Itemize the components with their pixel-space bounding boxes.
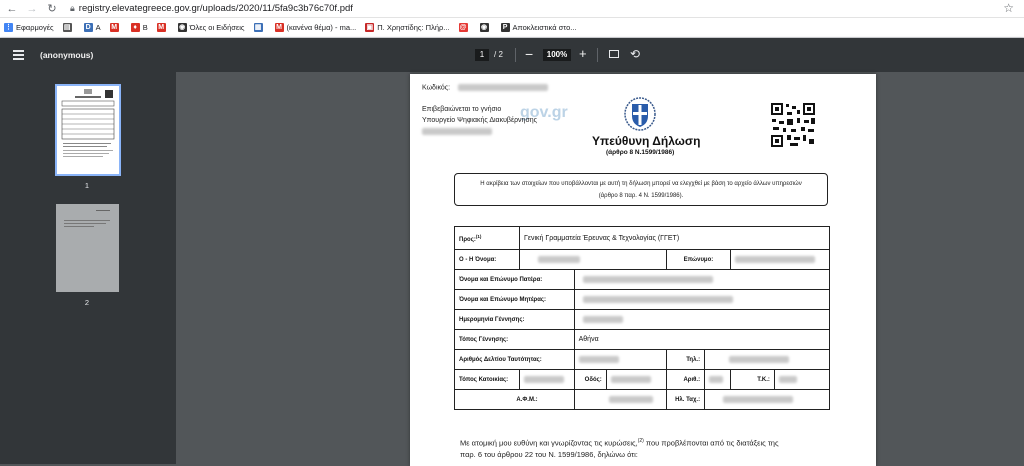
apps-icon: ⋮	[5, 24, 12, 31]
reload-icon[interactable]: ↻	[47, 3, 57, 15]
gmail-icon: M	[158, 24, 165, 31]
zoom-in-button[interactable]: +	[579, 46, 587, 61]
rotate-icon[interactable]: ⟲	[630, 47, 641, 61]
greek-emblem-icon	[623, 96, 657, 132]
redacted-code	[458, 84, 548, 91]
bookmark-item[interactable]	[254, 23, 266, 32]
first-name-value	[520, 250, 667, 270]
bookmark-item[interactable]	[84, 23, 101, 32]
document-subheading: (άρθρο 8 Ν.1599/1986)	[606, 149, 675, 156]
bookmark-label: Όλες οι Ειδήσεις	[189, 23, 245, 32]
globe-icon: ◉	[480, 24, 488, 31]
notice-box	[454, 173, 828, 206]
birthplace-value: Αθήνα	[574, 330, 829, 350]
news-icon: ▣	[366, 24, 374, 31]
document-heading: Υπεύθυνη Δήλωση	[592, 134, 701, 148]
declaration-form-table	[454, 226, 830, 410]
thumbnail-preview	[56, 204, 119, 292]
pdf-viewport[interactable]	[176, 72, 1024, 464]
bookmark-label: B	[142, 23, 148, 32]
fit-to-page-icon[interactable]	[609, 50, 619, 58]
bookmark-label: A	[95, 23, 101, 32]
phone-label: Τηλ.:	[667, 350, 705, 370]
notice-line-2: (άρθρο 8 παρ. 4 Ν. 1599/1986).	[598, 193, 684, 199]
bookmark-label: Εφαρμογές	[16, 23, 54, 32]
globe-icon: ◉	[179, 24, 186, 31]
afm-label: Α.Φ.Μ.:	[455, 390, 575, 410]
surname-value	[730, 250, 829, 270]
a-icon: D	[85, 24, 91, 31]
bookmark-item[interactable]	[110, 23, 122, 32]
residence-label: Τόπος Κατοικίας:	[455, 370, 520, 390]
bookmark-item[interactable]	[365, 23, 449, 32]
url-field[interactable]: registry.elevategreece.gov.gr/uploads/2020/11/5fa9c3b76c70f.pdf	[78, 3, 353, 14]
toolbar-divider	[597, 48, 598, 62]
bookmark-label: Π. Χρηστίδης: Πλήρ...	[377, 23, 450, 32]
zoom-level-input[interactable]: 100%	[543, 49, 571, 61]
redacted-street	[611, 376, 651, 383]
code-label: Κωδικός:	[422, 84, 548, 91]
redacted-phone	[729, 356, 789, 363]
bookmark-item[interactable]	[4, 23, 54, 32]
number-value	[705, 370, 731, 390]
phone-value	[705, 350, 830, 370]
menu-icon[interactable]	[13, 50, 24, 62]
first-name-label: Ο - Η Όνομα:	[455, 250, 520, 270]
postal-code-value	[774, 370, 829, 390]
to-value: Γενική Γραμματεία Έρευνας & Τεχνολογίας (ΓΓΕΤ)	[520, 227, 830, 250]
page-number-input[interactable]: 1	[475, 49, 489, 61]
page-total: / 2	[494, 50, 503, 59]
bookmark-item[interactable]	[275, 23, 357, 32]
bookmark-item[interactable]	[178, 23, 245, 32]
bookmark-item[interactable]	[459, 23, 471, 32]
father-label: Όνομα και Επώνυμο Πατέρα:	[455, 270, 575, 290]
bookmark-label: Αποκλειστικά στο...	[512, 23, 577, 32]
redacted-id	[579, 356, 619, 363]
page-icon: ▤	[63, 24, 71, 31]
to-label: Προς:$^{(1)}$	[455, 227, 520, 250]
forward-arrow-icon[interactable]: →	[26, 2, 38, 15]
birthdate-label: Ημερομηνία Γέννησης:	[455, 310, 575, 330]
notice-line-1: Η ακρίβεια των στοιχείων που υποβάλλονται με αυτή τη δήλωση μπορεί να ελεγχθεί με βάση το αρχείο άλλων υπηρεσιών	[480, 181, 802, 187]
pdf-toolbar	[0, 38, 1024, 72]
back-arrow-icon[interactable]: ←	[6, 2, 18, 15]
page-thumbnail-1[interactable]	[55, 84, 121, 176]
email-value	[705, 390, 830, 410]
redacted-residence	[524, 376, 564, 383]
birthdate-value	[574, 310, 829, 330]
father-value	[574, 270, 829, 290]
gov-gr-watermark: gov.gr	[520, 104, 568, 121]
redacted-postal-code	[779, 376, 797, 383]
birthplace-label: Τόπος Γέννησης:	[455, 330, 575, 350]
street-value	[606, 370, 666, 390]
bookmark-label: (κανένα θέμα) - ma...	[286, 23, 357, 32]
bookmark-star-icon[interactable]: ☆	[1003, 1, 1014, 15]
gmail-icon: M	[111, 24, 118, 31]
address-bar	[0, 0, 1024, 18]
id-value	[574, 350, 667, 370]
id-label: Αριθμός Δελτίου Ταυτότητας:	[455, 350, 575, 370]
postal-code-label: Τ.Κ.:	[730, 370, 774, 390]
thumbnail-sidebar	[0, 72, 176, 464]
declaration-text: Με ατομική μου ευθύνη και γνωρίζοντας τις κυρώσεις,$^{(2)}$ που προβλέπονται από τις διατάξεις της παρ. 6 του άρθρου 22 του Ν. 1599/1986, δηλώνω ότι:	[460, 438, 779, 459]
residence-value	[520, 370, 575, 390]
page-thumbnail-2[interactable]	[56, 204, 119, 292]
redacted-afm	[609, 396, 653, 403]
bookmark-item[interactable]	[480, 23, 492, 32]
lock-icon[interactable]: 🔒︎	[70, 3, 75, 13]
p-icon: P	[501, 23, 510, 32]
email-label: Ηλ. Ταχ.:	[667, 390, 705, 410]
number-label: Αριθ.:	[667, 370, 705, 390]
mother-label: Όνομα και Επώνυμο Μητέρας:	[455, 290, 575, 310]
qr-code-icon	[770, 102, 816, 148]
zoom-out-button[interactable]: −	[525, 46, 534, 62]
redacted-birthdate	[583, 316, 623, 323]
surname-label: Επώνυμο:	[667, 250, 731, 270]
redacted-surname	[735, 256, 815, 263]
calendar-icon: ▦	[254, 24, 262, 31]
mother-value	[574, 290, 829, 310]
redacted-number	[709, 376, 723, 383]
toolbar-divider	[515, 48, 516, 62]
thumbnail-preview	[57, 86, 119, 174]
thumbnail-number: 1	[84, 181, 90, 190]
redacted-verification	[422, 128, 492, 135]
afm-value	[574, 390, 667, 410]
thumbnail-number: 2	[84, 298, 90, 307]
b-icon: ♦	[131, 23, 140, 32]
street-label: Οδός:	[574, 370, 606, 390]
bookmark-item[interactable]	[501, 23, 577, 32]
at-icon: @	[459, 24, 467, 31]
verified-redacted	[422, 128, 492, 135]
redacted-father	[583, 276, 713, 283]
redacted-first-name	[538, 256, 580, 263]
bookmark-item[interactable]	[63, 23, 75, 32]
bookmark-item[interactable]	[157, 23, 169, 32]
document-title: (anonymous)	[40, 50, 94, 60]
redacted-email	[723, 396, 793, 403]
bookmarks-bar	[0, 18, 1024, 38]
verified-line-2: Υπουργείο Ψηφιακής Διακυβέρνησης	[422, 117, 538, 124]
verified-line-1: Επιβεβαιώνεται το γνήσιο	[422, 106, 502, 113]
gmail-icon: M	[276, 24, 282, 31]
redacted-mother	[583, 296, 733, 303]
pdf-page	[410, 74, 876, 466]
bookmark-item[interactable]	[131, 23, 148, 32]
